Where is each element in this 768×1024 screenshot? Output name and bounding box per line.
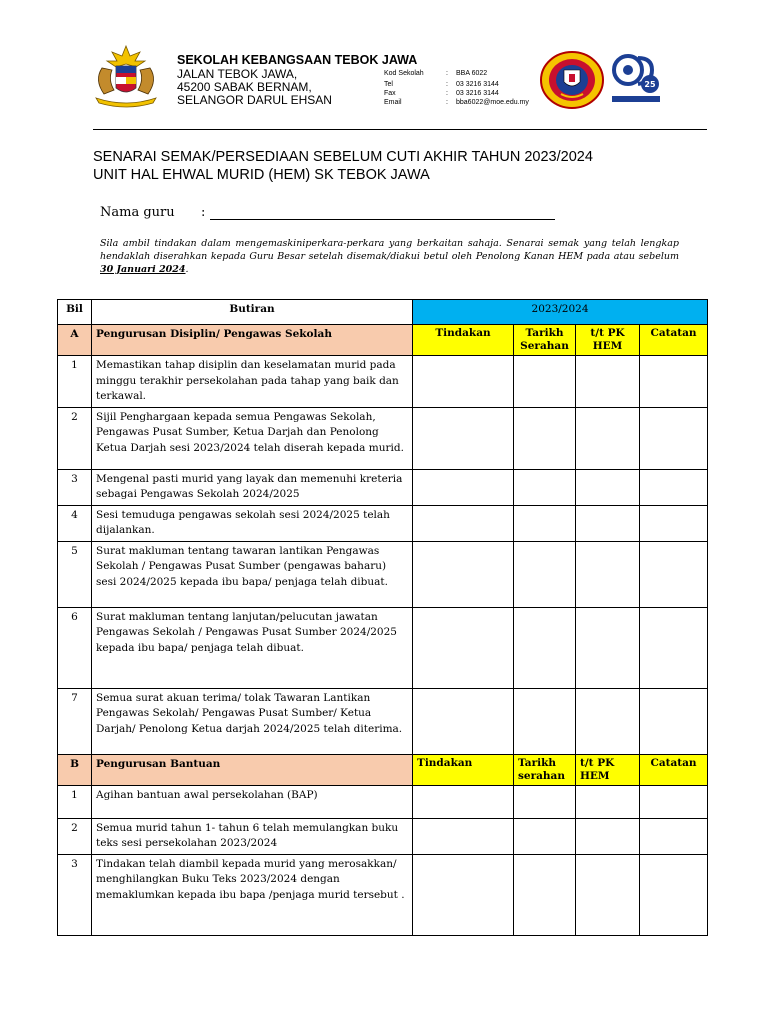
section-b-letter: B <box>58 754 92 785</box>
table-row <box>58 854 708 935</box>
catatan-cell[interactable] <box>640 854 708 935</box>
info-label-fax: Fax <box>384 90 396 97</box>
instructions-end: . <box>185 264 189 275</box>
section-a-header-tarikh: Tarikh Serahan <box>514 325 576 356</box>
tarikh-cell[interactable] <box>514 785 576 818</box>
tt-pk-hem-cell[interactable] <box>576 688 640 754</box>
row-description: Agihan bantuan awal persekolahan (BAP) <box>92 785 413 818</box>
tarikh-cell[interactable] <box>514 607 576 688</box>
table-row <box>58 785 708 818</box>
section-a-header-catatan: Catatan <box>640 325 708 356</box>
row-number: 1 <box>58 356 92 408</box>
page-title-line-2: UNIT HAL EHWAL MURID (HEM) SK TEBOK JAWA <box>93 167 430 183</box>
col-header-butiran: Butiran <box>92 300 413 325</box>
row-description: Mengenal pasti murid yang layak dan memenuhi kreteria sebagai Pengawas Sekolah 2024/2025 <box>92 469 413 505</box>
info-colon: : <box>446 70 448 77</box>
tindakan-cell[interactable] <box>413 469 514 505</box>
section-b-rows <box>58 785 708 935</box>
tindakan-cell[interactable] <box>413 407 514 469</box>
tt-pk-hem-cell[interactable] <box>576 541 640 607</box>
tarikh-cell[interactable] <box>514 818 576 854</box>
row-description: Memastikan tahap disiplin dan keselamatan murid pada minggu terakhir persekolahan pada tahap yang baik dan terkawal. <box>92 356 413 408</box>
section-b-header-tt: t/t PK HEM <box>576 754 640 785</box>
address-line-2: 45200 SABAK BERNAM, <box>177 80 312 94</box>
tarikh-cell[interactable] <box>514 356 576 408</box>
tarikh-cell[interactable] <box>514 505 576 541</box>
tt-pk-hem-cell[interactable] <box>576 407 640 469</box>
page-title-line-1: SENARAI SEMAK/PERSEDIAAN SEBELUM CUTI AKHIR TAHUN 2023/2024 <box>93 149 593 165</box>
nama-guru-label: Nama guru <box>100 205 175 220</box>
row-number: 2 <box>58 407 92 469</box>
row-number: 1 <box>58 785 92 818</box>
section-a-header-tindakan: Tindakan <box>413 325 514 356</box>
catatan-cell[interactable] <box>640 785 708 818</box>
tarikh-cell[interactable] <box>514 541 576 607</box>
catatan-cell[interactable] <box>640 607 708 688</box>
tt-pk-hem-cell[interactable] <box>576 356 640 408</box>
section-a-rows <box>58 356 708 755</box>
svg-text:25: 25 <box>644 80 656 89</box>
tindakan-cell[interactable] <box>413 818 514 854</box>
row-number: 2 <box>58 818 92 854</box>
row-description: Surat makluman tentang lanjutan/pelucutan jawatan Pengawas Sekolah / Pengawas Pusat Sumber 2024/2025 kepada ibu bapa/ penjaga telah dibuat. <box>92 607 413 688</box>
col-header-bil: Bil <box>58 300 92 325</box>
catatan-cell[interactable] <box>640 688 708 754</box>
tindakan-cell[interactable] <box>413 541 514 607</box>
section-a-header-tt: t/t PK HEM <box>576 325 640 356</box>
tarikh-cell[interactable] <box>514 688 576 754</box>
catatan-cell[interactable] <box>640 505 708 541</box>
tindakan-cell[interactable] <box>413 505 514 541</box>
info-colon: : <box>446 99 448 106</box>
info-colon: : <box>446 81 448 88</box>
row-description: Surat makluman tentang tawaran lantikan Pengawas Sekolah / Pengawas Pusat Sumber (pengawas baharu) sesi 2024/2025 kepada ibu bapa/ penjaga telah dibuat. <box>92 541 413 607</box>
tt-pk-hem-cell[interactable] <box>576 818 640 854</box>
catatan-cell[interactable] <box>640 541 708 607</box>
catatan-cell[interactable] <box>640 356 708 408</box>
instructions-text: Sila ambil tindakan dalam mengemaskiniperkara-perkara yang berkaitan sahaja. Senarai semak yang telah lengkap hendaklah diserahkan kepada Guru Besar setelah disemak/diakui betul oleh Penolong Kanan HEM pada atau sebelum <box>100 238 679 262</box>
row-number: 5 <box>58 541 92 607</box>
section-a-title: Pengurusan Disiplin/ Pengawas Sekolah <box>92 325 413 356</box>
section-b-header-catatan: Catatan <box>640 754 708 785</box>
row-number: 3 <box>58 854 92 935</box>
section-b-title: Pengurusan Bantuan <box>92 754 413 785</box>
tarikh-cell[interactable] <box>514 469 576 505</box>
malaysia-crest-logo <box>82 44 170 108</box>
info-value-tel: 03 3216 3144 <box>456 81 499 88</box>
info-label-email: Email <box>384 99 402 106</box>
section-b-header-tindakan: Tindakan <box>413 754 514 785</box>
school-badge-logo <box>539 50 605 110</box>
info-colon: : <box>446 90 448 97</box>
tt-pk-hem-cell[interactable] <box>576 785 640 818</box>
table-row <box>58 469 708 505</box>
info-label-kod: Kod Sekolah <box>384 70 424 77</box>
address-line-3: SELANGOR DARUL EHSAN <box>177 93 332 107</box>
tarikh-cell[interactable] <box>514 407 576 469</box>
tindakan-cell[interactable] <box>413 607 514 688</box>
col-header-year: 2023/2024 <box>413 300 708 325</box>
row-description: Tindakan telah diambil kepada murid yang merosakkan/ menghilangkan Buku Teks 2023/2024 dengan memaklumkan kepada ibu bapa /penjaga murid tersebut . <box>92 854 413 935</box>
address-line-1: JALAN TEBOK JAWA, <box>177 67 298 81</box>
nama-guru-field[interactable] <box>210 219 555 220</box>
header-divider <box>93 129 707 130</box>
table-row <box>58 541 708 607</box>
deadline-date: 30 Januari 2024 <box>100 264 186 275</box>
ministry-logo <box>610 50 662 110</box>
row-number: 4 <box>58 505 92 541</box>
tindakan-cell[interactable] <box>413 854 514 935</box>
school-name: SEKOLAH KEBANGSAAN TEBOK JAWA <box>177 53 418 67</box>
tarikh-cell[interactable] <box>514 854 576 935</box>
tt-pk-hem-cell[interactable] <box>576 607 640 688</box>
info-value-fax: 03 3216 3144 <box>456 90 499 97</box>
row-description: Semua surat akuan terima/ tolak Tawaran Lantikan Pengawas Sekolah/ Pengawas Pusat Sumber/ Ketua Darjah/ Penolong Ketua darjah 2024/2025 telah diterima. <box>92 688 413 754</box>
info-value-kod: BBA 6022 <box>456 70 488 77</box>
nama-guru-colon: : <box>201 205 206 220</box>
row-number: 6 <box>58 607 92 688</box>
row-description: Sijil Penghargaan kepada semua Pengawas Sekolah, Pengawas Pusat Sumber, Ketua Darjah dan Penolong Ketua Darjah sesi 2023/2024 telah diserah kepada murid. <box>92 407 413 469</box>
table-row <box>58 818 708 854</box>
catatan-cell[interactable] <box>640 818 708 854</box>
info-label-tel: Tel <box>384 81 393 88</box>
section-a-letter: A <box>58 325 92 356</box>
tindakan-cell[interactable] <box>413 688 514 754</box>
tindakan-cell[interactable] <box>413 356 514 408</box>
tt-pk-hem-cell[interactable] <box>576 854 640 935</box>
table-row <box>58 505 708 541</box>
checklist-table <box>57 299 708 936</box>
row-number: 3 <box>58 469 92 505</box>
info-value-email: bba6022@moe.edu.my <box>456 99 529 106</box>
tt-pk-hem-cell[interactable] <box>576 469 640 505</box>
row-description: Sesi temuduga pengawas sekolah sesi 2024/2025 telah dijalankan. <box>92 505 413 541</box>
table-row <box>58 607 708 688</box>
table-row <box>58 688 708 754</box>
tt-pk-hem-cell[interactable] <box>576 505 640 541</box>
row-description: Semua murid tahun 1- tahun 6 telah memulangkan buku teks sesi persekolahan 2023/2024 <box>92 818 413 854</box>
tindakan-cell[interactable] <box>413 785 514 818</box>
table-row <box>58 407 708 469</box>
section-b-header-tarikh: Tarikh serahan <box>514 754 576 785</box>
row-number: 7 <box>58 688 92 754</box>
instructions-paragraph <box>100 237 679 276</box>
table-row <box>58 356 708 408</box>
catatan-cell[interactable] <box>640 407 708 469</box>
catatan-cell[interactable] <box>640 469 708 505</box>
